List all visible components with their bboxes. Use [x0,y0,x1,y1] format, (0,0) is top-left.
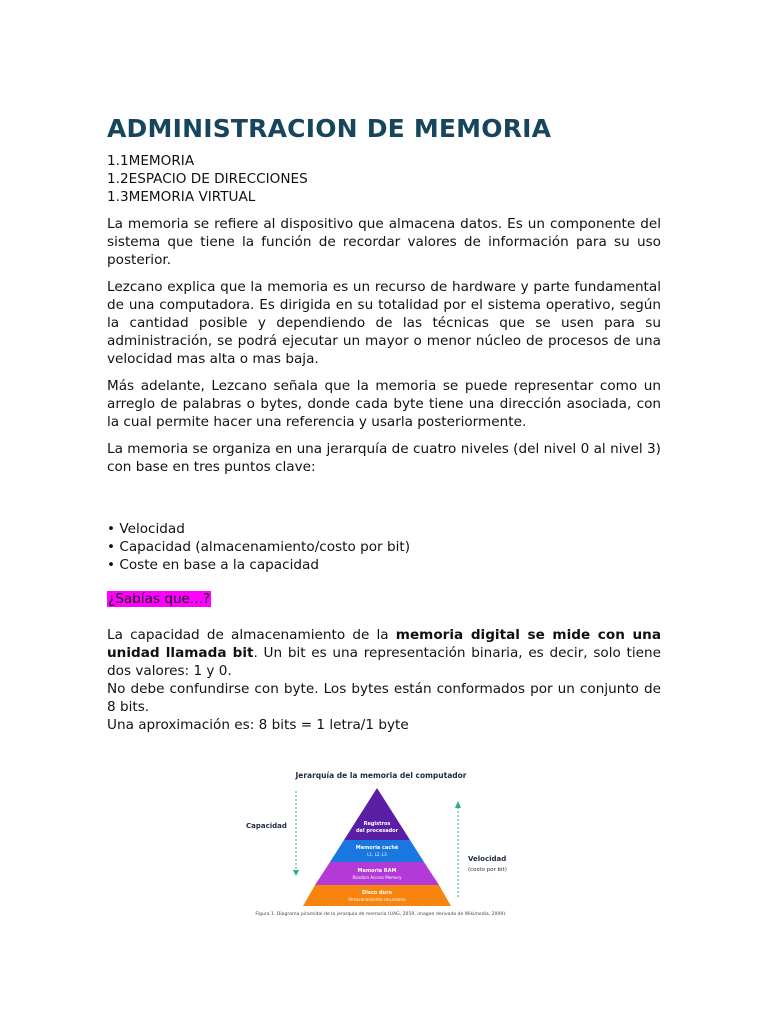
paragraph-definition: La memoria se refiere al dispositivo que almacena datos. Es un componente del sistema que tiene la función de recordar valores de información para su uso posterior. [107,216,661,268]
paragraph-hierarchy: La memoria se organiza en una jerarquía de cuatro niveles (del nivel 0 al nivel 3) con base en tres puntos clave: [107,441,661,475]
document-body [107,112,661,734]
page-title: ADMINISTRACION DE MEMORIA [107,114,552,143]
level-label: del procesador [355,828,399,834]
key-points-list [107,520,661,574]
highlighted-heading: ¿Sabías que...? [108,591,211,607]
bit-text-bold: memoria digital se mide con una unidad llamada bit [107,627,661,661]
toc-item: 1.3MEMORIA VIRTUAL [107,189,256,205]
figure-title: Jerarquía de la memoria del computador [295,771,467,780]
capacity-arrow-head [293,870,299,876]
level-label: Registros [363,821,391,827]
paragraph-bit [107,626,661,680]
list-item: • Velocidad [107,521,185,537]
callout [107,590,661,608]
pyramid-diagram [240,763,522,933]
list-item: • Capacidad (almacenamiento/costo por bit) [107,539,411,555]
toc-item: 1.1MEMORIA [107,153,195,169]
figure-caption: Figura 1. Diagrama piramidal de la jerarquía de memoria (UAG, 2019, imagen derivada de Wikimedia, 2009). [255,912,507,917]
level-sublabel: L1, L2, L3 [367,852,387,857]
capacity-label: Capacidad [246,822,287,830]
paragraph-byte: No debe confundirse con byte. Los bytes están conformados por un conjunto de 8 bits. [107,681,661,715]
paragraph-representation: Más adelante, Lezcano señala que la memoria se puede representar como un arreglo de palabras o bytes, donde cada byte tiene una dirección asociada, con la cual permite hacer una referencia y usarla posteriormente. [107,378,661,430]
level-label: Memoria RAM [357,868,397,874]
speed-label: Velocidad [468,855,507,863]
bit-section [107,626,661,734]
level-label: Disco duro [361,890,393,896]
bit-text-pre: La capacidad de almacenamiento de la [107,627,396,643]
table-of-contents [107,152,661,206]
level-label: Memoria caché [355,845,399,851]
level-sublabel: Random Access Memory [352,875,402,880]
bit-text-post: . Un bit es una representación binaria, es decir, solo tiene dos valores: 1 y 0. [107,645,661,679]
list-item: • Coste en base a la capacidad [107,557,319,573]
level-sublabel: Almacenamiento secundario [348,897,406,902]
pyramid-level-cache [330,840,424,862]
toc-item: 1.2ESPACIO DE DIRECCIONES [107,171,308,187]
speed-sublabel: (costo por bit) [468,867,507,873]
speed-arrow-head [455,801,461,808]
memory-hierarchy-figure [240,763,522,933]
paragraph-approximation: Una aproximación es: 8 bits = 1 letra/1 byte [107,717,409,733]
paragraph-lezcano: Lezcano explica que la memoria es un recurso de hardware y parte fundamental de una computadora. Es dirigida en su totalidad por el sistema operativo, según la cantidad posible y dependiendo de las técnicas que se usen para su administración, se podrá ejecutar un mayor o menor núcleo de procesos de una velocidad mas alta o mas baja. [107,279,661,367]
